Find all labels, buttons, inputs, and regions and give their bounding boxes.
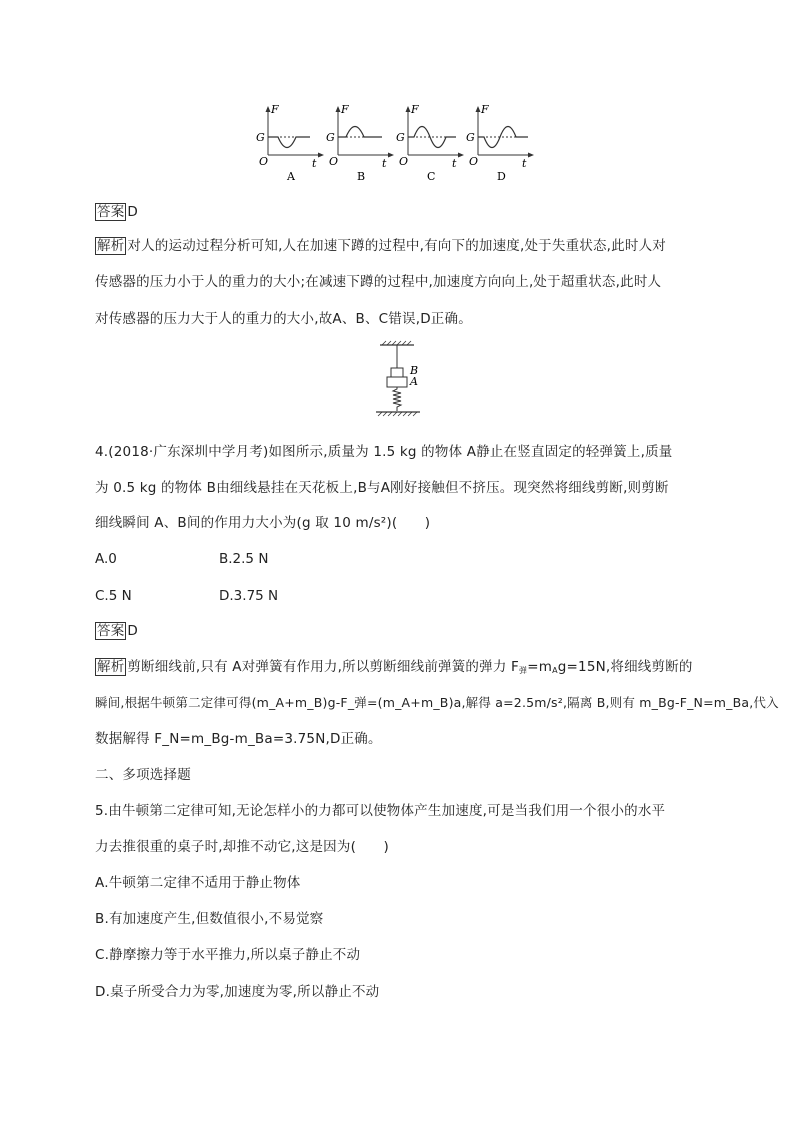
graph-d-t-label: t — [522, 157, 527, 170]
graph-d-origin: O — [469, 155, 479, 168]
graph-b-letter: B — [357, 170, 366, 183]
graph-b — [326, 103, 394, 183]
graph-b-t-label: t — [382, 157, 387, 170]
graph-b-f-label: F — [341, 103, 349, 116]
q3-answer-value: D — [127, 204, 139, 220]
q3-analysis-line-3: 对传感器的压力大于人的重力的大小,故A、B、C错误,D正确。 — [95, 311, 472, 327]
graph-a-origin: O — [259, 155, 269, 168]
block-a-label: A — [410, 375, 418, 388]
analysis-tag: 解析 — [97, 659, 125, 675]
q3-answer-line — [95, 203, 138, 221]
graph-a-t-label: t — [312, 157, 317, 170]
block-b-label: B — [410, 364, 419, 377]
graph-d-g-label: G — [466, 131, 475, 144]
q3-analysis-line-1: 解析 对人的运动过程分析可知,人在加速下蹲的过程中,有向下的加速度,处于失重状态,此时人对 — [97, 238, 666, 254]
q5-option-a: A.牛顿第二定律不适用于静止物体 — [95, 875, 301, 891]
graph-c-origin: O — [399, 155, 409, 168]
q4-option-c: C.5 N — [95, 588, 132, 604]
q5-stem-line-1: 5.由牛顿第二定律可知,无论怎样小的力都可以使物体产生加速度,可是当我们用一个很小的水平 — [95, 803, 666, 819]
graph-d-f-label: F — [481, 103, 489, 116]
graph-c-f-label: F — [411, 103, 419, 116]
graph-c-t-label: t — [452, 157, 457, 170]
answer-tag: 答案 — [97, 204, 125, 220]
graph-a-f-label: F — [271, 103, 279, 116]
f-t-graphs-figure — [250, 100, 550, 185]
q5-option-c: C.静摩擦力等于水平推力,所以桌子静止不动 — [95, 947, 361, 963]
q3-analysis-line-2: 传感器的压力小于人的重力的大小;在减速下蹲的过程中,加速度方向向上,处于超重状态,此时人 — [95, 274, 662, 290]
q5-option-b: B.有加速度产生,但数值很小,不易觉察 — [95, 911, 324, 927]
graph-c-g-label: G — [396, 131, 405, 144]
graph-a — [256, 103, 324, 183]
answer-tag: 答案 — [97, 623, 125, 639]
q5-option-d: D.桌子所受合力为零,加速度为零,所以静止不动 — [95, 984, 380, 1000]
q4-answer-line — [95, 622, 138, 640]
q4-answer-value: D — [127, 623, 139, 639]
q4-analysis-line-3: 数据解得 F_N=m_Bg-m_Ba=3.75N,D正确。 — [95, 731, 382, 747]
graph-a-g-label: G — [256, 131, 265, 144]
q4-option-d: D.3.75 N — [219, 588, 279, 604]
q4-option-b: B.2.5 N — [219, 551, 269, 567]
graph-c-letter: C — [427, 170, 436, 183]
graph-a-letter: A — [287, 170, 295, 183]
q4-analysis-line-2: 瞬间,根据牛顿第二定律可得(m_A+m_B)g-F_弹=(m_A+m_B)a,解得 a=2.5m/s²,隔离 B,则有 m_Bg-F_N=m_Ba,代入 — [95, 695, 779, 710]
spring-block-figure — [366, 340, 436, 422]
q4-analysis-line-1: 解析 剪断细线前,只有 A对弹簧有作用力,所以剪断细线前弹簧的弹力 $F_弹=m_Ag=15N$,将细线剪断的 — [97, 659, 693, 675]
q4-stem-line-1: 4.(2018·广东深圳中学月考)如图所示,质量为 1.5 kg 的物体 A静止在竖直固定的轻弹簧上,质量 — [95, 444, 673, 460]
q4-stem-line-3: 细线瞬间 A、B间的作用力大小为(g 取 10 m/s²)( ) — [95, 515, 431, 531]
analysis-tag: 解析 — [97, 238, 125, 254]
q5-stem-line-2: 力去推很重的桌子时,却推不动它,这是因为( ) — [95, 839, 389, 855]
graph-b-origin: O — [329, 155, 339, 168]
section-title: 二、多项选择题 — [95, 767, 191, 783]
q4-stem-line-2: 为 0.5 kg 的物体 B由细线悬挂在天花板上,B与A刚好接触但不挤压。现突然将细线剪断,则剪断 — [95, 480, 669, 496]
graph-d — [466, 103, 534, 183]
graph-b-g-label: G — [326, 131, 335, 144]
graph-d-letter: D — [497, 170, 506, 183]
graph-c — [396, 103, 464, 183]
q4-option-a: A.0 — [95, 551, 117, 567]
